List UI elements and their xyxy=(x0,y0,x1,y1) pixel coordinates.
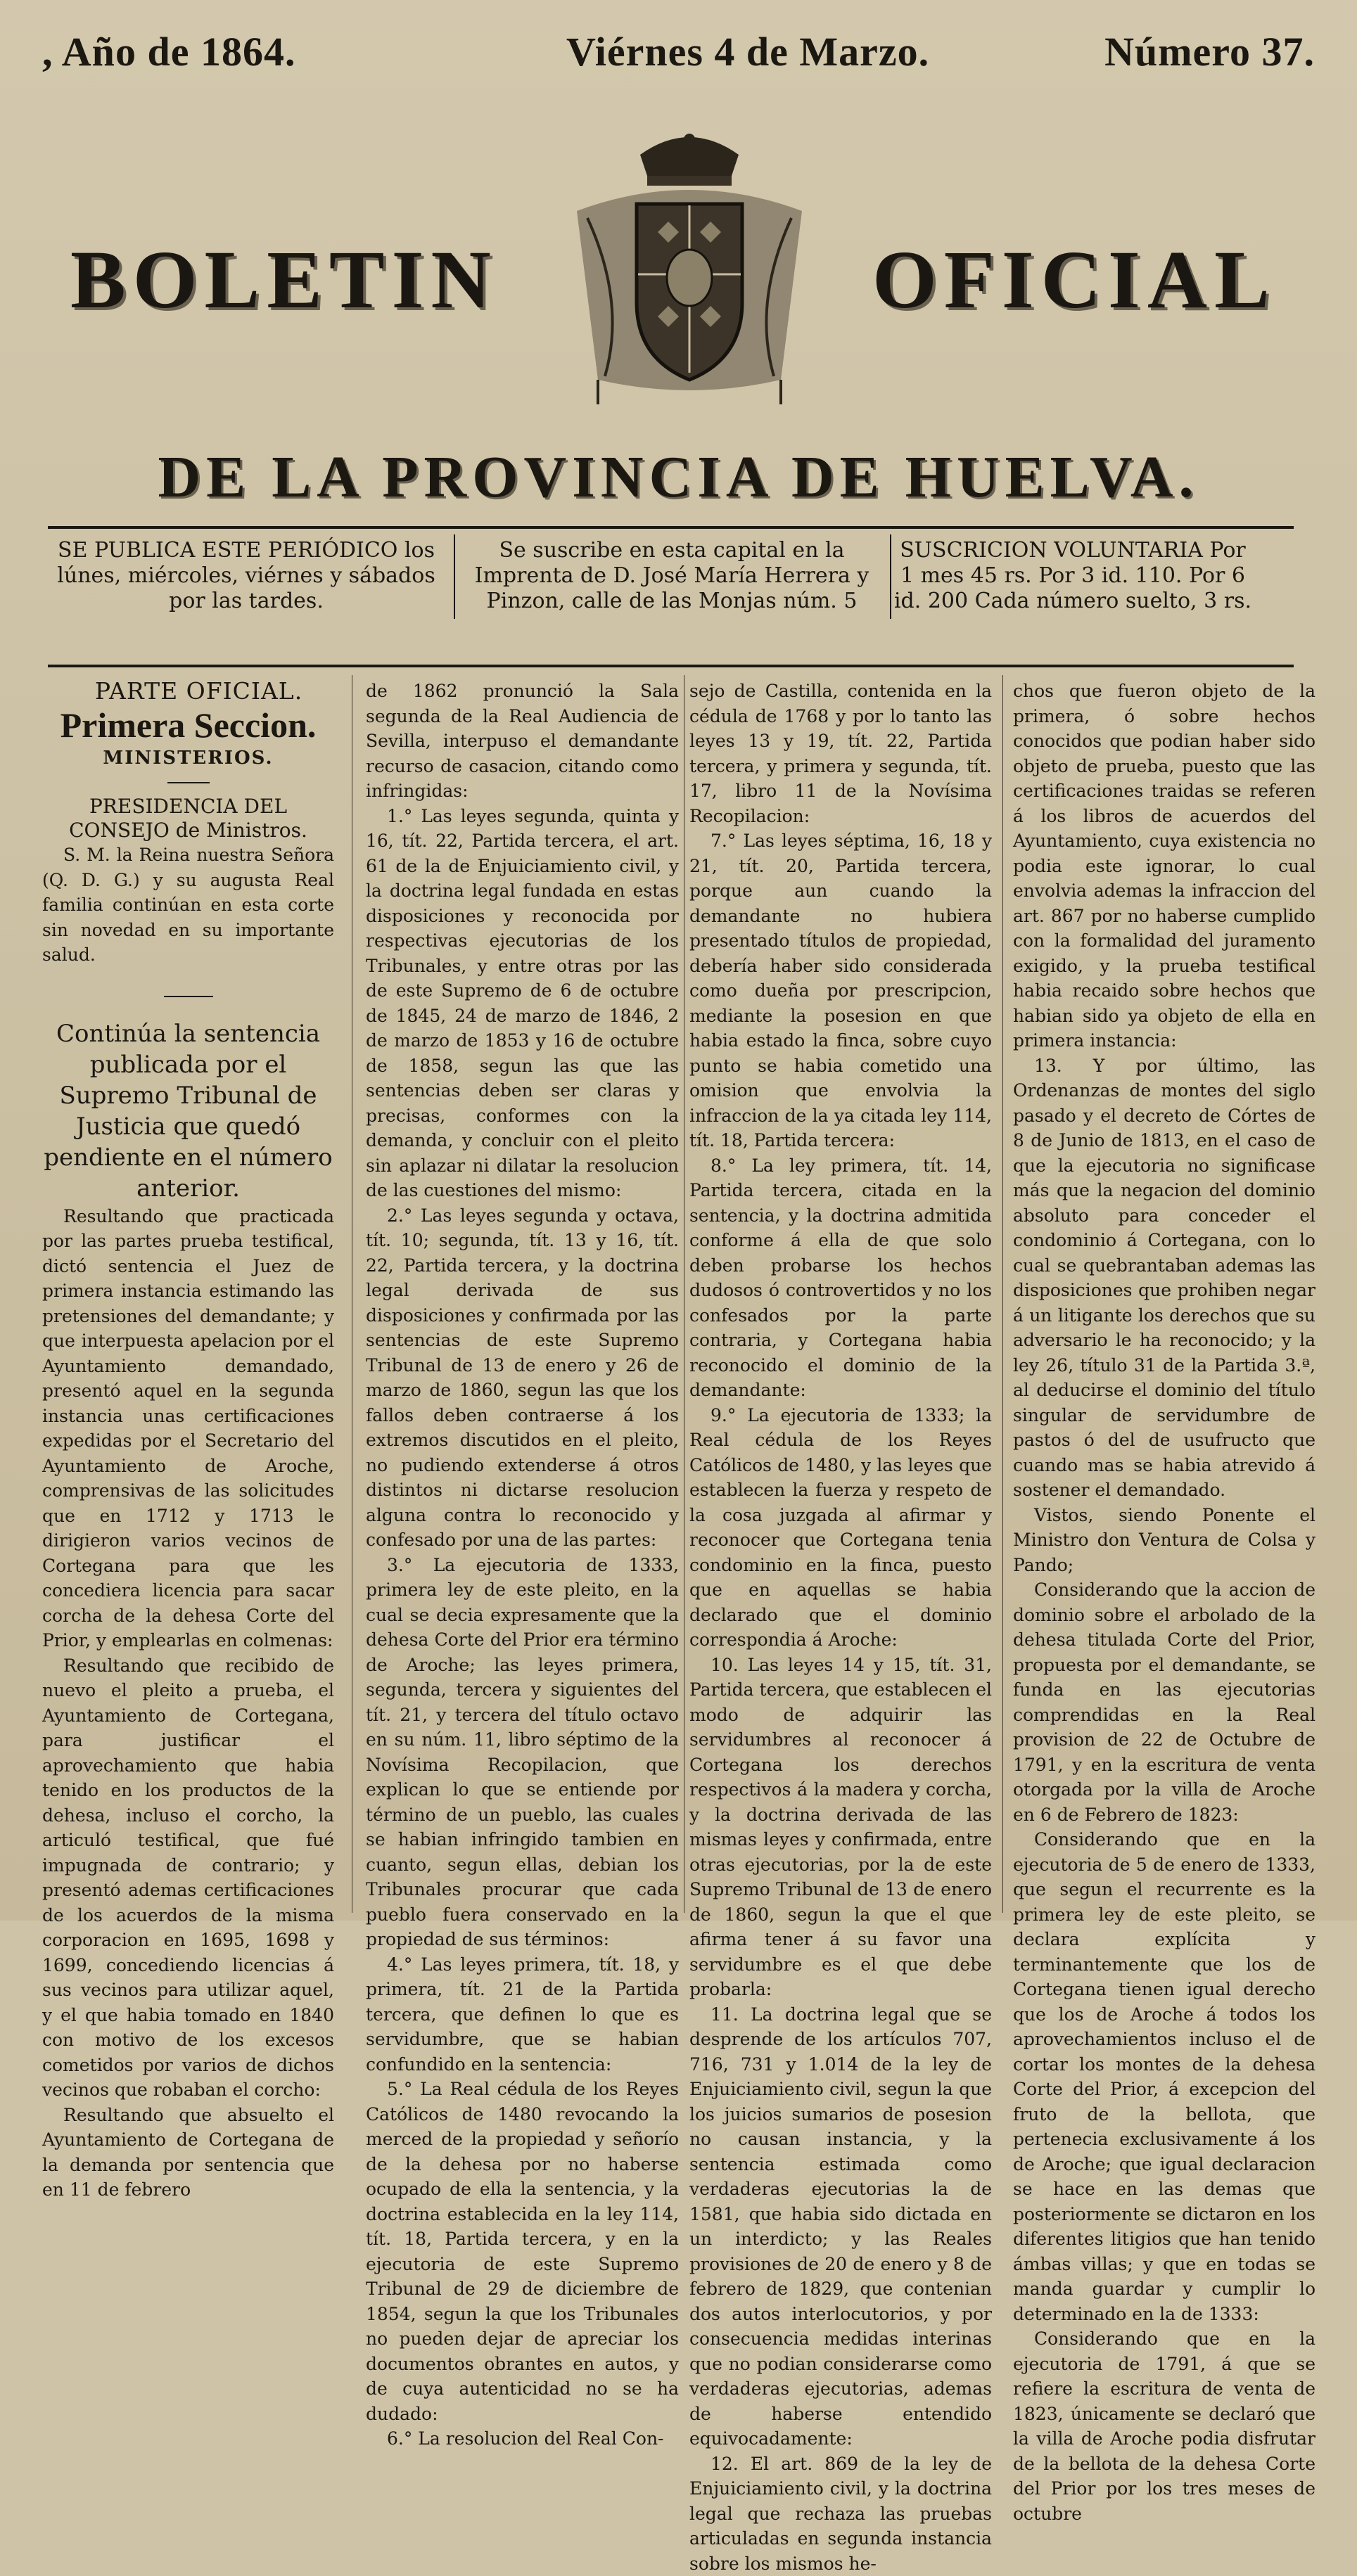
paragraph: Vistos, siendo Ponente el Ministro don Ventura de Colsa y Pando; xyxy=(1013,1503,1315,1578)
section-first: Primera Seccion. xyxy=(42,704,334,746)
publication-schedule: SE PUBLICA ESTE PERIÓDICO los lúnes, miércoles, viérnes y sábados por las tardes. xyxy=(49,538,443,614)
column-divider-3 xyxy=(1002,675,1003,1913)
column-4 xyxy=(1013,679,1315,2526)
paragraph: 12. El art. 869 de la ley de Enjuiciamiento civil, y la doctrina legal que rechaza las pruebas articuladas en segunda instancia sobre los mismos he- xyxy=(689,2452,992,2576)
column-2 xyxy=(366,679,679,2452)
paragraph: Considerando que en la ejecutoria de 1791, á que se refiere la escritura de venta de 1823, únicamente se declaró que la villa de Aroche podia disfrutar de la bellota de la dehesa Corte del Prior por los tres meses de octubre xyxy=(1013,2326,1315,2526)
masthead-right-word: OFICIAL xyxy=(872,232,1277,328)
divider xyxy=(167,782,210,783)
divider xyxy=(164,996,213,997)
paragraph: 13. Y por último, las Ordenanzas de montes del siglo pasado y el decreto de Córtes de 8 de Junio de 1813, en el caso de que la ejecutoria no significase más que la negacion del dominio absoluto para conceder el condominio á Cortegana, con lo cual se quebrantaban ademas las disposiciones que prohiben negar á un litigante los derechos que su adversario le ha reconocido; y la ley 26, título 31 de la Partida 3.ª, al deducirse el dominio del título singular de servidumbre de pastos ó del de usufructo que cuando mas se habia atrevido á sostener el demandado. xyxy=(1013,1053,1315,1503)
issue-year: , Año de 1864. xyxy=(42,28,295,75)
paragraph: 1.° Las leyes segunda, quinta y 16, tít. 22, Partida tercera, el art. 61 de la de Enjuiciamiento civil, y la doctrina legal fundada en estas disposiciones y reconocida por respectivas ejecutorias de los Tribunales, y entre otras por las de este Supremo de 6 de octubre de 1845, 24 de marzo de 1846, 2 de marzo de 1853 y 16 de octubre de 1858, segun las que las sentencias deben ser claras y precisas, conformes con la demanda, y concluir con el pleito sin aplazar ni dilatar la resolucion de las cuestiones del mismo: xyxy=(366,804,679,1203)
header-rule-bottom xyxy=(48,665,1294,667)
issue-number: Número 37. xyxy=(1104,28,1315,75)
paragraph: 6.° La resolucion del Real Con- xyxy=(366,2426,679,2452)
paragraph: 8.° La ley primera, tít. 14, Partida tercera, citada en la sentencia, y la doctrina admitida conforme á ella de que solo deben probarse los hechos dudosos ó controvertidos y no los confesados por la parte contraria, y Cortegana habia reconocido el dominio de la demandante: xyxy=(689,1153,992,1403)
paragraph: Resultando que practicada por las partes prueba testifical, dictó sentencia el Juez de primera instancia estimando las pretensiones del demandante; y que interpuesta apelacion por el Ayuntamiento demandado, presentó aquel en la segunda instancia unas certificaciones expedidas por el Secretario del Ayuntamiento de Aroche, comprensivas de las solicitudes que en 1712 y 1713 le dirigieron varios vecinos de Cortegana para que les concediera licencia para sacar corcha de la dehesa Corte del Prior, y emplearlas en colmenas: xyxy=(42,1204,334,1653)
paragraph: 11. La doctrina legal que se desprende de los artículos 707, 716, 731 y 1.014 de la ley de Enjuiciamiento civil, segun la que los juicios sumarios de posesion no causan instancia, y la sentencia estimada como verdaderas ejecutorias la de 1581, que habia sido dictada en un interdicto; y las Reales provisiones de 20 de enero y 8 de febrero de 1829, que contenian dos autos interlocutorios, y por consecuencia medidas interinas que no podian considerarse como verdaderas ejecutorias, ademas de haberse entendido equivocadamente: xyxy=(689,2002,992,2452)
paragraph: 10. Las leyes 14 y 15, tít. 31, Partida tercera, que establecen el modo de adquirir las servidumbres al reconocer á Cortegana los derechos respectivos á la madera y corcha, y la doctrina derivada de las mismas leyes y confirmada, entre otras ejecutorias, por la de este Supremo Tribunal de 13 de enero de 1860, segun la que el que afirma tener á su favor una servidumbre es el que debe probarla: xyxy=(689,1653,992,2002)
info-divider-1 xyxy=(454,534,455,619)
column-1 xyxy=(42,679,334,2203)
section-presidency: PRESIDENCIA DEL CONSEJO de Ministros. xyxy=(42,795,334,842)
paragraph: Resultando que recibido de nuevo el pleito a prueba, el Ayuntamiento de Cortegana, para justificar el aprovechamiento que habia tenido en los productos de la dehesa, incluso el corcho, la articuló testifical, que fué impugnada de contrario; y presentó ademas certificaciones de los acuerdos de la misma corporacion en 1695, 1698 y 1699, concediendo licencias á sus vecinos para utilizar aquel, y el que habia tomado en 1840 con motivo de los excesos cometidos por varios de dichos vecinos que robaban el corcho: xyxy=(42,1653,334,2103)
paragraph: 7.° Las leyes séptima, 16, 18 y 21, tít. 20, Partida tercera, porque aun cuando la demandante no hubiera presentado títulos de propiedad, debería haber sido considerada como dueña por prescripcion, mediante la posesion en que habia estado la finca, sobre cuyo punto se habia cometido una omision que envolvia la infraccion de la ya citada ley 114, tít. 18, Partida tercera: xyxy=(689,828,992,1153)
info-divider-2 xyxy=(890,534,891,619)
paragraph: 2.° Las leyes segunda y octava, tít. 10; segunda, tít. 13 y 16, tít. 22, Partida tercera, y la doctrina legal derivada de sus disposiciones y confirmada por las sentencias de este Supremo Tribunal de 13 de enero y 26 de marzo de 1860, segun las que los fallos deben contraerse á los extremos discutidos en el pleito, no pudiendo extenderse á otros distintos ni dictarse resolucion alguna contra lo reconocido y confesado por una de las partes: xyxy=(366,1203,679,1553)
column-3 xyxy=(689,679,992,2576)
paragraph: Considerando que en la ejecutoria de 5 de enero de 1333, que segun el recurrente es la primera ley de este pleito, se declara explícita y terminantemente que los de Cortegana tienen igual derecho que los de Aroche á todos los aprovechamientos incluso el de cortar los montes de la dehesa Corte del Prior, á excepcion del fruto de la bellota, que pertenecia exclusivamente á los de Aroche; que igual declaracion se hace en las demas que posteriormente se dictaron en los diferentes litigios que han tenido ámbas villas; y que en todas se manda guardar y cumplir lo determinado en la de 1333: xyxy=(1013,1827,1315,2326)
paragraph: Considerando que la accion de dominio sobre el arbolado de la dehesa titulada Corte del Prior, propuesta por el demandante, se funda en las ejecutorias comprendidas en la Real provision de 22 de Octubre de 1791, y en la escritura de venta otorgada por la villa de Aroche en 6 de Febrero de 1823: xyxy=(1013,1577,1315,1827)
issue-date: Viérnes 4 de Marzo. xyxy=(566,28,929,75)
paragraph: 9.° La ejecutoria de 1333; la Real cédula de los Reyes Católicos de 1480, y las leyes que establecen la fuerza y respeto de la cosa juzgada al afirmar y reconocer que Cortegana tenia condominio en la finca, puesto que en aquellas se habia declarado que el dominio correspondia á Aroche: xyxy=(689,1403,992,1653)
section-ministries: MINISTERIOS. xyxy=(42,746,334,771)
paragraph: chos que fueron objeto de la primera, ó sobre hechos conocidos que podian haber sido objeto de prueba, puesto que las certificaciones traidas se referen á los libros de acuerdos del Ayuntamiento, cuya existencia no podia este ignorar, lo cual envolvia ademas la infraccion del art. 867 por no haberse cumplido con la formalidad del juramento exigido, y la prueba testifical habia recaido sobre hechos que habian sido ya objeto de ella en primera instancia: xyxy=(1013,679,1315,1053)
header-rule-top xyxy=(48,526,1294,529)
section-official: PARTE OFICIAL. xyxy=(42,679,334,704)
issue-header xyxy=(42,28,1315,91)
paragraph: sejo de Castilla, contenida en la cédula de 1768 y por lo tanto las leyes 13 y 19, tít. 22, Partida tercera, y primera y segunda, tít. 17, libro 11 de la Novísima Recopilacion: xyxy=(689,679,992,828)
masthead-left-word: BOLETIN xyxy=(70,232,498,328)
paragraph: 5.° La Real cédula de los Reyes Católicos de 1480 revocando la merced de la propiedad y señorío de la dehesa por no haberse ocupado de ella la sentencia, y la doctrina establecida en la ley 114, tít. 18, Partida tercera, y en la ejecutoria de este Supremo Tribunal de 29 de diciembre de 1854, segun la que los Tribunales no pueden dejar de apreciar los documentos obrantes en autos, y de cuya autenticidad no se ha dudado: xyxy=(366,2077,679,2426)
royal-crest-icon xyxy=(556,127,823,408)
paragraph: S. M. la Reina nuestra Señora (Q. D. G.) y su augusta Real familia continúan en esta corte sin novedad en su importante salud. xyxy=(42,842,334,968)
paragraph: 3.° La ejecutoria de 1333, primera ley de este pleito, en la cual se decia expresamente que la dehesa Corte del Prior era término de Aroche; las leyes primera, segunda, tercera y siguientes del tít. 21, y tercera del título octavo en su núm. 11, libro séptimo de la Novísima Recopilacion, que explican lo que se entiende por término de un pueblo, las cuales se habian infringido tambien en cuanto, segun ellas, debian los Tribunales procurar que cada pueblo fuera conservado en la propiedad de sus términos: xyxy=(366,1553,679,1952)
paragraph: 4.° Las leyes primera, tít. 18, y primera, tít. 21 de la Partida tercera, que definen lo que es servidumbre, que se habian confundido en la sentencia: xyxy=(366,1952,679,2077)
subscription-prices: SUSCRICION VOLUNTARIA Por 1 mes 45 rs. Por 3 id. 110. Por 6 id. 200 Cada número suelto, 3 rs. xyxy=(893,538,1252,614)
article-title: Continúa la sentencia publicada por el Supremo Tribunal de Justicia que quedó pendiente en el número anterior. xyxy=(42,1018,334,1204)
masthead-subtitle: DE LA PROVINCIA DE HUELVA. xyxy=(0,443,1357,511)
paragraph: de 1862 pronunció la Sala segunda de la Real Audiencia de Sevilla, interpuso el demandante recurso de casacion, citando como infringidas: xyxy=(366,679,679,804)
paragraph: Resultando que absuelto el Ayuntamiento de Cortegana de la demanda por sentencia que en 11 de febrero xyxy=(42,2103,334,2203)
subscription-place: Se suscribe en esta capital en la Imprenta de D. José María Herrera y Pinzon, calle de las Monjas núm. 5 xyxy=(457,538,886,614)
